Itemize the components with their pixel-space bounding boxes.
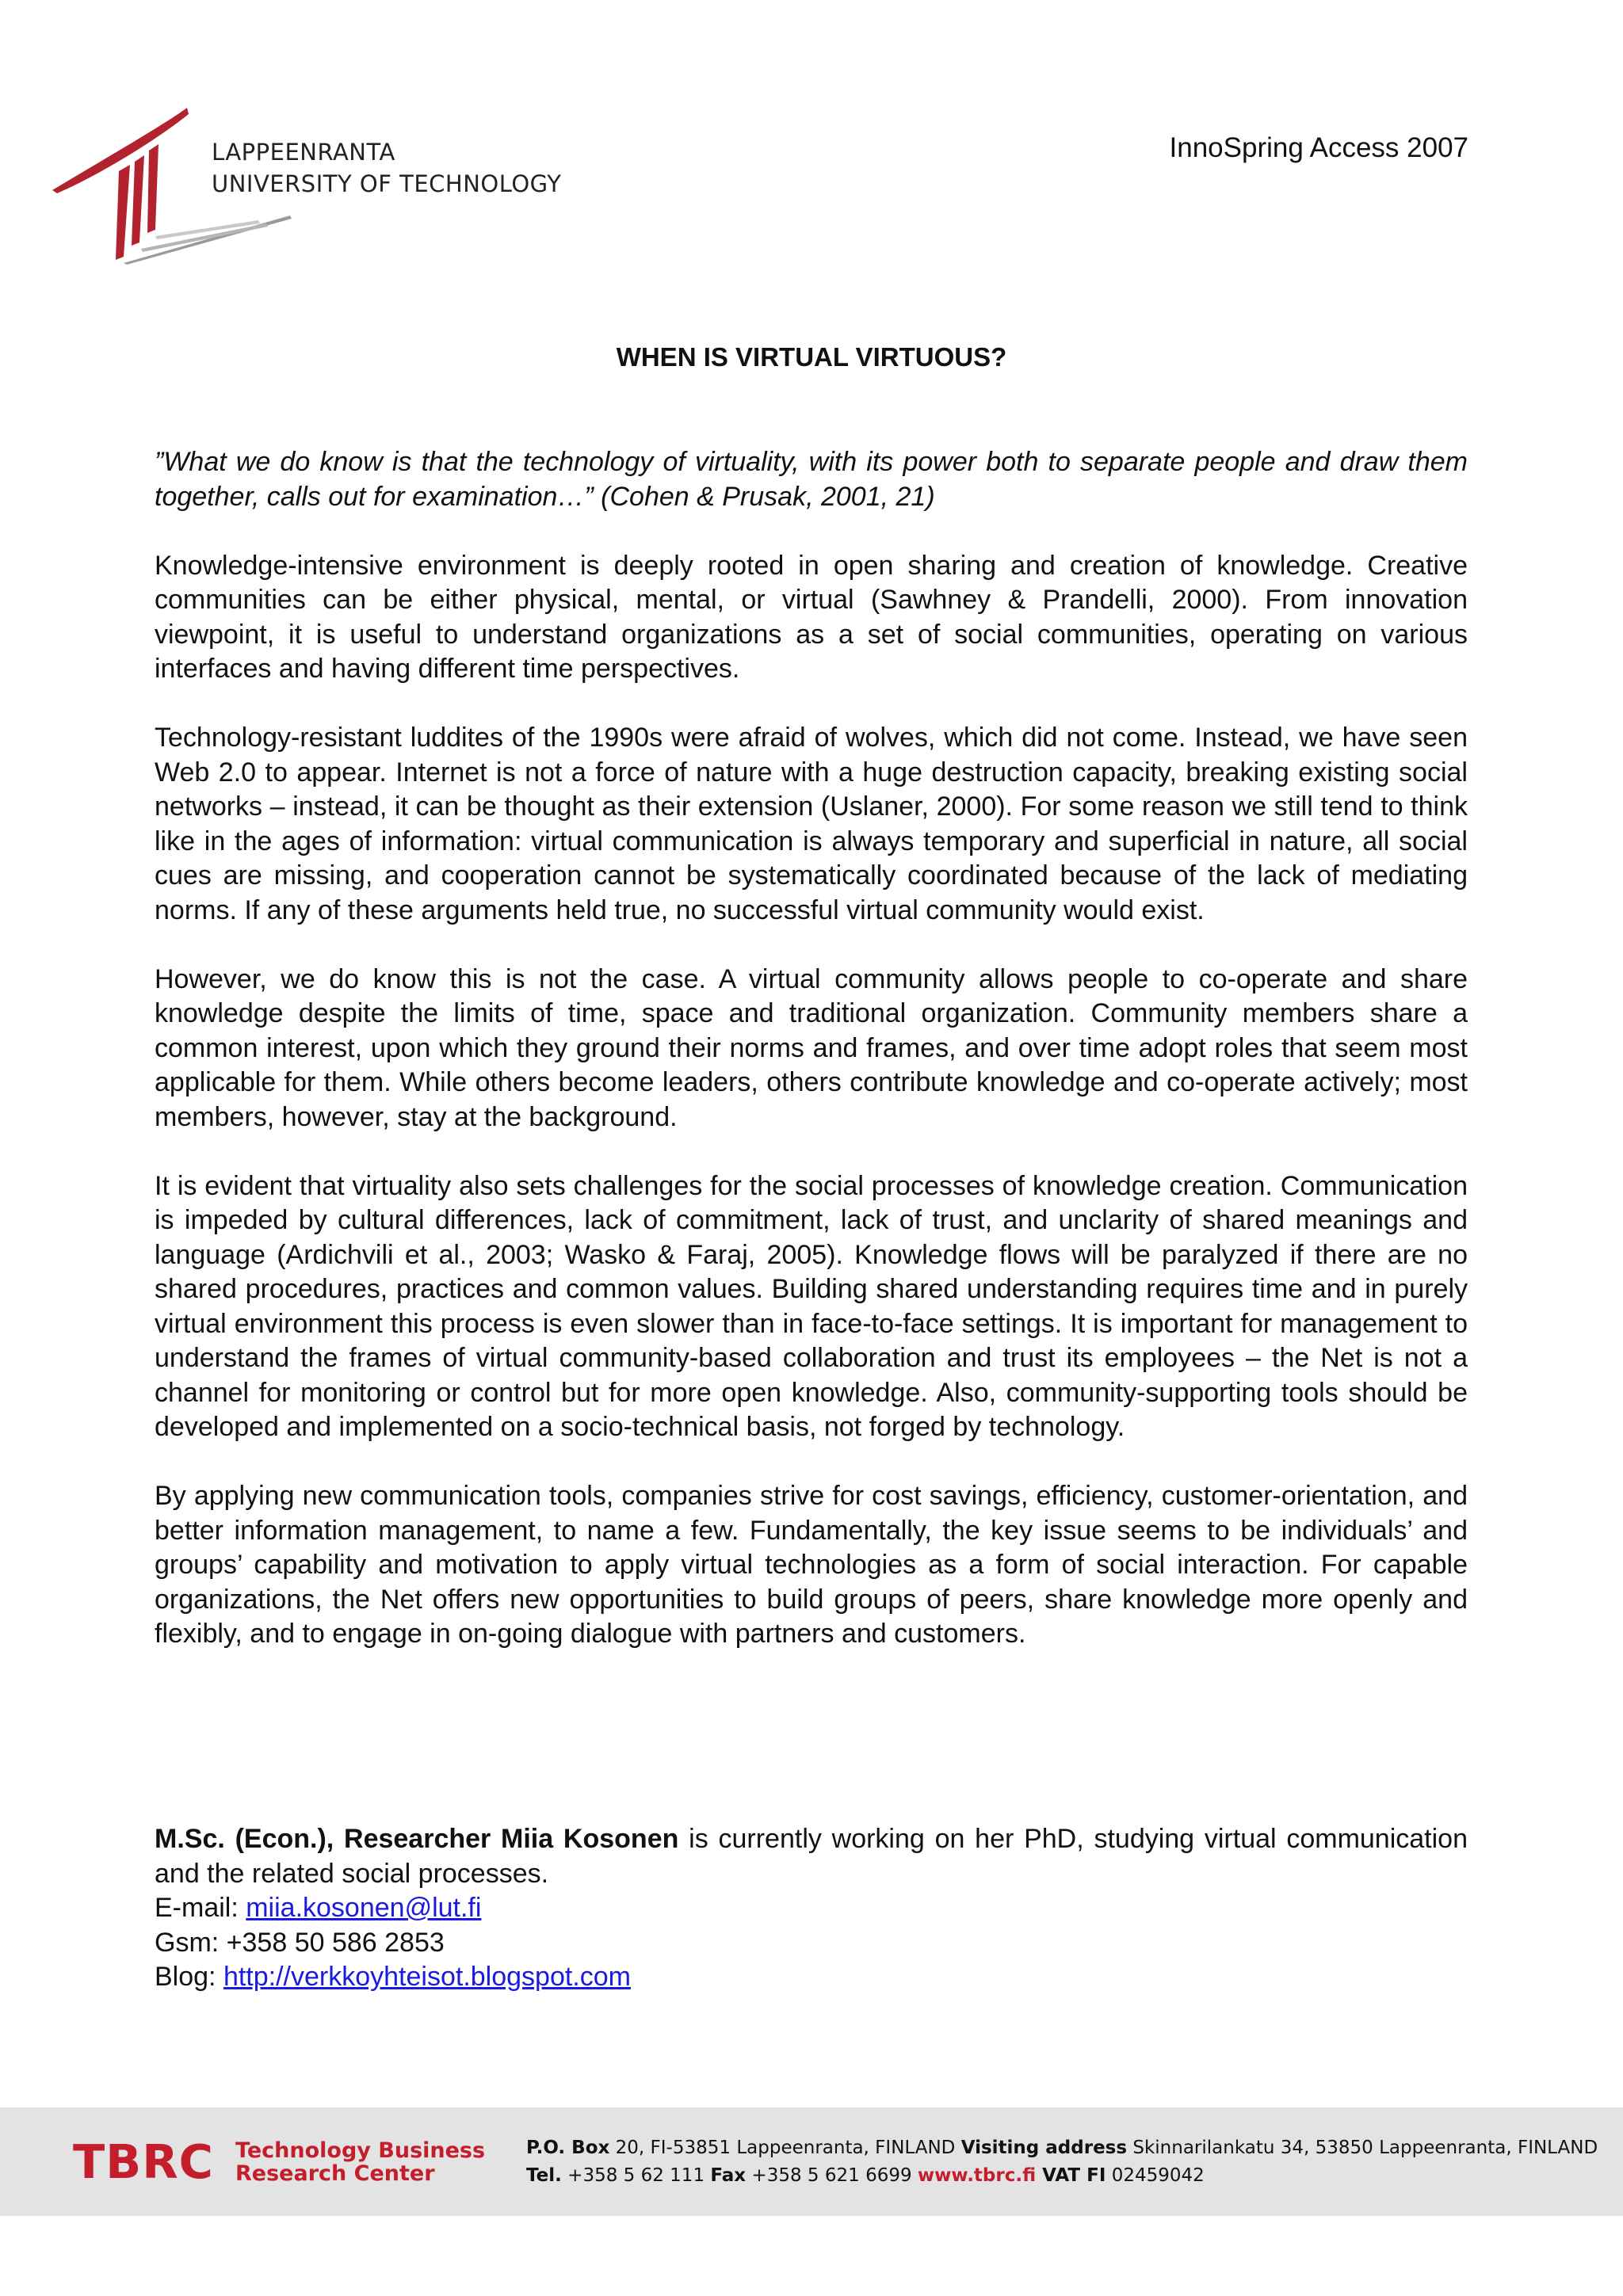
vat-label: VAT FI: [1036, 2165, 1106, 2186]
tbrc-logo-acronym: TBRC: [73, 2134, 214, 2189]
opening-quote: ”What we do know is that the technology of virtuality, with its power both to separate people and draw them together, calls out for examination…” (Cohen & Prusak, 2001, 21): [155, 447, 1468, 512]
paragraph-2: Technology-resistant luddites of the 1990s were afraid of wolves, which did not come. Instead, we have seen Web 2.0 to appear. Internet is not a force of nature with a huge destruction capacity, breaking existing social networks – instead, it can be thought as their extension (Uslaner, 2000). For some reason we still tend to think like in the ages of information: virtual communication is always temporary and superficial in nature, all social cues are missing, and cooperation cannot be systematically coordinated because of the lack of mediating norms. If any of these arguments held true, no successful virtual community would exist.: [155, 723, 1468, 925]
article-title: WHEN IS VIRTUAL VIRTUOUS?: [616, 342, 1007, 372]
gsm-value: +358 50 586 2853: [226, 1927, 445, 1958]
author-bio-text: is currently working on her PhD, studying virtual communication and the related social processes.: [155, 1824, 1468, 1889]
event-name: InnoSpring Access 2007: [1169, 132, 1468, 163]
paragraph-3: However, we do know this is not the case. A virtual community allows people to co-operate and share knowledge despite the limits of time, space and traditional organization. Community members share a common interest, upon which they ground their norms and frames, and over time adopt roles that seem most applicable for them. While others become leaders, others contribute knowledge and co-operate actively; most members, however, stay at the background.: [155, 963, 1468, 1132]
paragraph-1: Knowledge-intensive environment is deeply rooted in open sharing and creation of knowledge. Creative communities can be either physical, mental, or virtual (Sawhney & Prandelli, 2000). From innovation viewpoint, it is useful to understand organizations as a set of social communities, operating on various interfaces and having different time perspectives.: [155, 550, 1468, 684]
fax-value: +358 5 621 6699: [746, 2165, 918, 2186]
footer-phone-line: [526, 2162, 1598, 2190]
blog-link[interactable]: http://verkkoyhteisot.blogspot.com: [223, 1962, 631, 1992]
tel-label: Tel.: [526, 2165, 562, 2186]
tbrc-name-line-1: Technology Business: [235, 2138, 486, 2163]
pobox-value: 20, FI-53851 Lappeenranta, FINLAND: [609, 2138, 961, 2158]
email-link[interactable]: miia.kosonen@lut.fi: [246, 1893, 482, 1923]
tbrc-name-line-2: Research Center: [235, 2161, 435, 2186]
author-blog-row: [155, 1960, 1468, 1995]
footer-address-line: [526, 2134, 1598, 2162]
tbrc-logo-name: [235, 2139, 485, 2185]
university-name: [212, 136, 561, 200]
author-gsm-row: [155, 1926, 1468, 1961]
vat-value: 02459042: [1106, 2165, 1205, 2186]
tel-value: +358 5 62 111: [561, 2165, 711, 2186]
fax-label: Fax: [710, 2165, 747, 2186]
gsm-label: Gsm:: [155, 1927, 227, 1958]
visiting-label: Visiting address: [960, 2138, 1128, 2158]
author-name: M.Sc. (Econ.), Researcher Miia Kosonen: [155, 1824, 679, 1854]
visiting-value: Skinnarilankatu 34, 53850 Lappeenranta, FINLAND: [1127, 2138, 1598, 2158]
author-email-row: [155, 1891, 1468, 1926]
footer-contact: [526, 2134, 1598, 2190]
university-line-1: LAPPEENRANTA: [212, 139, 395, 166]
website-link[interactable]: www.tbrc.fi: [917, 2165, 1037, 2186]
pobox-label: P.O. Box: [526, 2138, 610, 2158]
author-bio: [155, 1822, 1468, 1891]
university-line-2: UNIVERSITY OF TECHNOLOGY: [212, 170, 562, 197]
email-label: E-mail:: [155, 1893, 246, 1923]
article-body: [155, 445, 1468, 1686]
blog-label: Blog:: [155, 1962, 223, 1992]
paragraph-4: It is evident that virtuality also sets challenges for the social processes of knowledge creation. Communication is impeded by cultural differences, lack of commitment, lack of trust, and unclarity of shared meanings and language (Ardichvili et al., 2003; Wasko & Faraj, 2005). Knowledge flows will be paralyzed if there are no shared procedures, practices and common values. Building shared understanding requires time and in purely virtual environment this process is even slower than in face-to-face settings. It is important for management to understand the frames of virtual community-based collaboration and trust its employees – the Net is not a channel for monitoring or control but for more open knowledge. Also, community-supporting tools should be developed and implemented on a socio-technical basis, not forged by technology.: [155, 1170, 1468, 1442]
footer-band: [0, 2107, 1623, 2216]
paragraph-5: By applying new communication tools, companies strive for cost savings, efficiency, customer-orientation, and better information management, to name a few. Fundamentally, the key issue seems to be individuals’ and groups’ capability and motivation to apply virtual technologies as a form of social interaction. For capable organizations, the Net offers new opportunities to build groups of peers, share knowledge more openly and flexibly, and to engage in on-going dialogue with partners and customers.: [155, 1481, 1468, 1649]
author-info: [155, 1822, 1468, 1995]
